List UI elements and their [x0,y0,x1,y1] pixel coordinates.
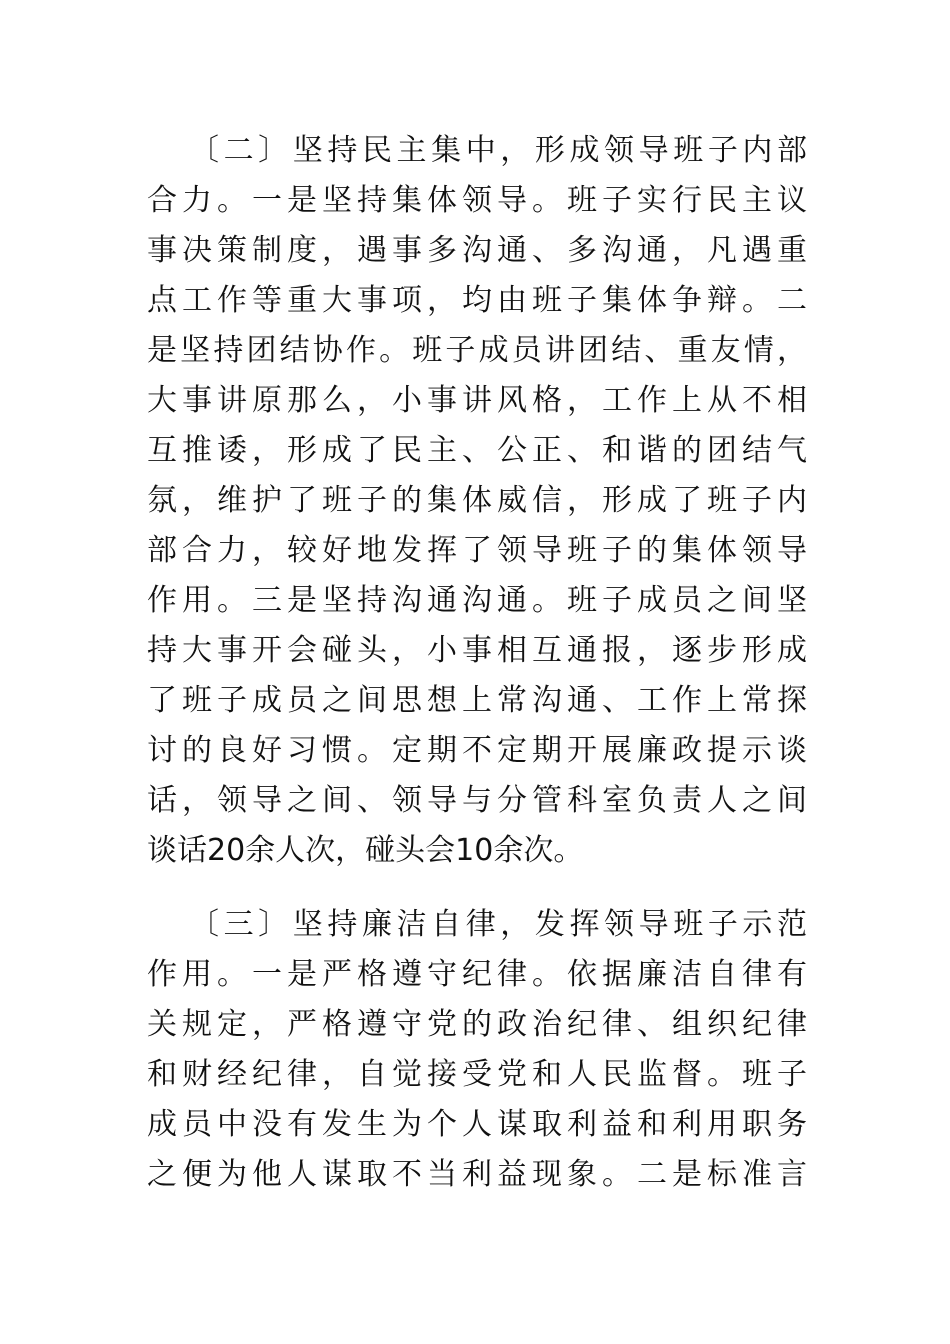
text-line: 〔二〕坚持民主集中，形成领导班子内部 [189,133,807,168]
text-line: 大事讲原那么，小事讲风格，工作上从不相 [147,383,807,418]
text-line: 作用。三是坚持沟通沟通。班子成员之间坚 [147,583,807,618]
text-line: 话，领导之间、领导与分管科室负责人之间 [147,783,807,818]
text-line: 了班子成员之间思想上常沟通、工作上常探 [147,683,807,718]
text-line: 是坚持团结协作。班子成员讲团结、重友情， [147,333,807,368]
text-line: 作用。一是严格遵守纪律。依据廉洁自律有 [147,957,807,992]
text-line: 合力。一是坚持集体领导。班子实行民主议 [147,183,807,218]
document-body [147,126,807,1200]
text-line: 互推诿，形成了民主、公正、和谐的团结气 [147,433,807,468]
text-line: 谈话20余人次，碰头会10余次。 [147,833,584,868]
text-line: 点工作等重大事项，均由班子集体争辩。二 [147,283,807,318]
text-line: 讨的良好习惯。定期不定期开展廉政提示谈 [147,733,807,768]
text-line: 氛，维护了班子的集体威信，形成了班子内 [147,483,807,518]
text-line: 成员中没有发生为个人谋取利益和利用职务 [147,1107,807,1142]
text-line: 〔三〕坚持廉洁自律，发挥领导班子示范 [189,907,807,942]
paragraph-section-3 [147,900,807,1200]
text-line: 之便为他人谋取不当利益现象。二是标准言 [147,1157,807,1192]
text-line: 和财经纪律，自觉接受党和人民监督。班子 [147,1057,807,1092]
text-line: 事决策制度，遇事多沟通、多沟通，凡遇重 [147,233,807,268]
text-line: 关规定，严格遵守党的政治纪律、组织纪律 [147,1007,807,1042]
paragraph-spacer [147,876,807,900]
text-line: 部合力，较好地发挥了领导班子的集体领导 [147,533,807,568]
paragraph-section-2 [147,126,807,876]
text-line: 持大事开会碰头，小事相互通报，逐步形成 [147,633,807,668]
